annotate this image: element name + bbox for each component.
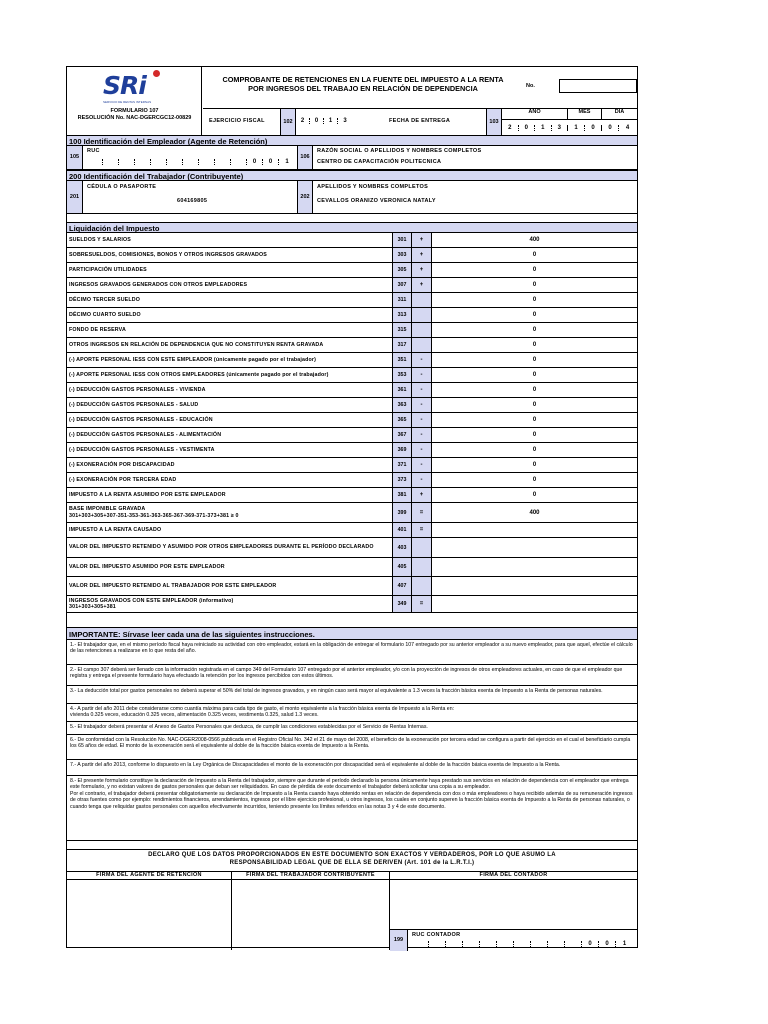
tax-row [67, 538, 637, 558]
tax-row-description: (-) EXONERACIÓN POR TERCERA EDAD [69, 476, 177, 483]
fiscal-code: 102 [280, 109, 296, 135]
form-title [203, 75, 523, 93]
tax-row-sign: + [412, 233, 432, 247]
employer-ruc-code: 105 [67, 146, 83, 169]
tax-row-code: 315 [392, 323, 412, 337]
tax-row-description: (-) DEDUCCIÓN GASTOS PERSONALES - ALIMENTACIÓN [69, 431, 222, 438]
tax-row-sign: + [412, 278, 432, 292]
sig-employer-box[interactable] [67, 872, 232, 950]
instruction-item: 8.- El presente formulario constituye la declaración de Impuesto a la Renta del trabajador, siempre que durante el período declarado la persona únicamente haya prestado sus servicios en relación de dependencia con el empleador que entrega este formulario, y no existan valores de gastos personales que deban ser reliquidados. En caso de pérdida de este documento el trabajador deberá solicitar una copia a su empleador. Por el contrario, el trabajador deberá presentar obligatoriamente su declaración de Impuesto a la Renta cuando haya obtenido rentas en relación de dependencia con dos o más empleadores o haya recibido además de su remuneración ingresos de otras fuentes como por ejemplo: rendimientos financieros, arrendamientos, ingresos por el libre ejercicio profesional, u otros ingresos, los cuales en conjunto superen la fracción básica exenta de Impuesto a la Renta de personas naturales, o cuando tenga que reliquidar gastos personales con aquellos efectivamente incurridos, teniendo presente los límites referidos en las notas 3 y 4 de este documento. [67, 776, 637, 850]
ruc-digit [183, 159, 199, 165]
instruction-item: 3.- La deducción total por gastos personales no deberá superar el 50% del total de ingresos gravados, y en ningún caso será mayor al equivalente a 1.3 veces la fracción básica exenta de Impuesto a la Renta de personas naturales. [67, 686, 637, 704]
tax-row-code: 373 [392, 473, 412, 487]
tax-row-code: 371 [392, 458, 412, 472]
ruc-digit [429, 941, 446, 947]
tax-row-sign: + [412, 488, 432, 502]
tax-row [67, 368, 637, 383]
ruc-digit: 0 [582, 941, 599, 947]
sig-employee-label: FIRMA DEL TRABAJADOR CONTRIBUYENTE [232, 872, 389, 880]
tax-row-sign: = [412, 503, 432, 522]
ruc-digit [119, 159, 135, 165]
tax-row-description: (-) APORTE PERSONAL IESS CON ESTE EMPLEADOR (únicamente pagado por el trabajador) [69, 356, 317, 363]
tax-row-sign: - [412, 383, 432, 397]
tax-row-value[interactable] [432, 577, 637, 595]
instruction-item: 1.- El trabajador que, en el mismo período fiscal haya reiniciado su actividad con otro empleador, estará en la obligación de entregar el formulario 107 entregado por su anterior empleador a su nuevo empleador, para que aquel, efectúe el cálculo de las retenciones a realizarse en lo que resta del año. [67, 640, 637, 665]
tax-row [67, 293, 637, 308]
tax-row-description: DÉCIMO CUARTO SUELDO [69, 311, 141, 318]
tax-row-code: 405 [392, 558, 412, 576]
tax-row-description: (-) APORTE PERSONAL IESS CON OTROS EMPLEADORES (únicamente pagado por el trabajador) [69, 371, 329, 378]
tax-row-code: 399 [392, 503, 412, 522]
tax-row-description: SUELDOS Y SALARIOS [69, 236, 131, 243]
tax-row-sign: + [412, 248, 432, 262]
tax-row-value[interactable]: 400 [529, 509, 540, 516]
ruc-digit: 0 [247, 159, 263, 165]
tax-row-sign: - [412, 398, 432, 412]
ruc-digit: 0 [263, 159, 279, 165]
title-line-2: POR INGRESOS DEL TRABAJO EN RELACIÓN DE DEPENDENCIA [248, 84, 478, 93]
tax-row-value[interactable]: 0 [532, 252, 537, 258]
ruc-digit [480, 941, 497, 947]
tax-row-code: 361 [392, 383, 412, 397]
tax-row-sign [412, 323, 432, 337]
accountant-ruc-row [390, 929, 637, 950]
signatures-row [67, 871, 637, 949]
tax-row-code: 311 [392, 293, 412, 307]
number-field[interactable] [559, 79, 637, 93]
ruc-digit [199, 159, 215, 165]
year-label: AÑO [502, 109, 568, 119]
liquidation-section-title: Liquidación del Impuesto [67, 222, 637, 233]
fiscal-row [203, 108, 637, 135]
fiscal-digit: 0 [310, 118, 324, 124]
tax-row-description: BASE IMPONIBLE GRAVADA 301+303+305+307-351-353-361-363-365-367-369-371-373+381 ≥ 0 [69, 506, 239, 519]
tax-row-sign: = [412, 596, 432, 612]
fiscal-label: EJERCICIO FISCAL [209, 118, 265, 124]
tax-row-code: 305 [392, 263, 412, 277]
employer-section-title: 100 Identificación del Empleador (Agente de Retención) [67, 135, 637, 146]
accountant-ruc-code: 199 [390, 930, 408, 951]
ruc-digit [151, 159, 167, 165]
tax-row-code: 301 [392, 233, 412, 247]
tax-row-sign [412, 538, 432, 557]
employee-name-label: APELLIDOS Y NOMBRES COMPLETOS [317, 184, 429, 190]
ruc-digit [103, 159, 119, 165]
tax-row-sign [412, 293, 432, 307]
form-107 [66, 66, 638, 948]
tax-row [67, 353, 637, 368]
tax-row-code: 381 [392, 488, 412, 502]
tax-row [67, 383, 637, 398]
employee-section-title: 200 Identificación del Trabajador (Contribuyente) [67, 170, 637, 181]
tax-row-value[interactable] [432, 558, 637, 576]
tax-row-value[interactable] [432, 596, 637, 612]
tax-row [67, 308, 637, 323]
date-digit: 4 [625, 124, 630, 131]
tax-row-description: (-) DEDUCCIÓN GASTOS PERSONALES - VESTIMENTA [69, 446, 215, 453]
tax-row-sign: - [412, 473, 432, 487]
employer-row [67, 146, 637, 170]
tax-row-value[interactable]: 0 [532, 267, 537, 273]
ruc-digit [215, 159, 231, 165]
tax-row-code: 351 [392, 353, 412, 367]
instruction-item: 5.- El trabajador deberá presentar el Anexo de Gastos Personales que deduzca, de cumplir las condiciones establecidas por el Servicio de Rentas Internas. [67, 722, 637, 735]
date-digit: 1 [568, 125, 585, 131]
ruc-digit [548, 941, 565, 947]
ruc-digit [167, 159, 183, 165]
tax-row [67, 523, 637, 538]
header-logo-block [67, 67, 202, 135]
fiscal-digit: 3 [343, 118, 347, 124]
tax-row-code: 349 [392, 596, 412, 612]
tax-row [67, 278, 637, 293]
ruc-digit [531, 941, 548, 947]
employer-name-value[interactable]: CENTRO DE CAPACITACIÓN POLITECNICA [317, 159, 442, 165]
sig-employee-box[interactable] [232, 872, 390, 950]
ruc-digit [463, 941, 480, 947]
tax-row-description: VALOR DEL IMPUESTO ASUMIDO POR ESTE EMPLEADOR [69, 563, 225, 570]
tax-row-value[interactable] [432, 523, 637, 537]
tax-row [67, 323, 637, 338]
employer-ruc-digits[interactable] [87, 159, 295, 165]
tax-row-value[interactable]: 0 [532, 477, 537, 483]
tax-row [67, 413, 637, 428]
instruction-item: 2.- El campo 307 deberá ser llenado con la información registrada en el campo 349 del Formulario 107 entregado por el anterior empleador, y/o con la proyección de ingresos de otros empleadores actuales, en caso de que el empleador que registra y entrega el presente formulario haya efectuado la retención por los ingresos percibidos con estos últimos. [67, 665, 637, 686]
tax-row [67, 577, 637, 596]
ruc-digit: 1 [622, 941, 627, 947]
tax-row [67, 558, 637, 577]
date-digit: 2 [502, 125, 519, 131]
tax-row-code: 307 [392, 278, 412, 292]
sri-logo [103, 71, 163, 101]
ruc-digit [135, 159, 151, 165]
employer-name-code: 106 [297, 146, 313, 169]
tax-row-value[interactable]: 0 [532, 357, 537, 363]
tax-row-code: 353 [392, 368, 412, 382]
tax-row [67, 263, 637, 278]
tax-row [67, 458, 637, 473]
tax-row-code: 407 [392, 577, 412, 595]
tax-row-code: 317 [392, 338, 412, 352]
ruc-digit [412, 941, 429, 947]
tax-row-value[interactable]: 0 [532, 447, 537, 453]
tax-row-description: OTROS INGRESOS EN RELACIÓN DE DEPENDENCIA QUE NO CONSTITUYEN RENTA GRAVADA [69, 341, 324, 348]
tax-row-sign: - [412, 428, 432, 442]
tax-row-description: INGRESOS GRAVADOS CON ESTE EMPLEADOR (informativo) 301+303+305+381 [69, 597, 234, 610]
title-line-1: COMPROBANTE DE RETENCIONES EN LA FUENTE DEL IMPUESTO A LA RENTA [222, 75, 504, 84]
tax-row-description: FONDO DE RESERVA [69, 326, 126, 333]
tax-row-value[interactable]: 0 [532, 312, 537, 318]
tax-row-description: IMPUESTO A LA RENTA CAUSADO [69, 526, 162, 533]
declaration-block [67, 840, 637, 948]
ruc-digit [446, 941, 463, 947]
tax-row-sign: - [412, 443, 432, 457]
date-digit: 0 [519, 125, 536, 131]
tax-row-description: VALOR DEL IMPUESTO RETENIDO AL TRABAJADOR POR ESTE EMPLEADOR [69, 582, 277, 589]
tax-row [67, 398, 637, 413]
ruc-digit [87, 159, 103, 165]
tax-row-sign: - [412, 458, 432, 472]
tax-row-value[interactable]: 0 [532, 417, 537, 423]
tax-row-description: DÉCIMO TERCER SUELDO [69, 296, 140, 303]
fiscal-year-digits[interactable] [296, 118, 366, 124]
delivery-date-digits[interactable] [502, 119, 637, 135]
employer-name-label: RAZÓN SOCIAL O APELLIDOS Y NOMBRES COMPLETOS [317, 148, 482, 154]
tax-row-code: 403 [392, 538, 412, 557]
employee-name-value[interactable]: CEVALLOS ORANIZO VERONICA NATALY [317, 198, 436, 204]
tax-row-description: (-) EXONERACIÓN POR DISCAPACIDAD [69, 461, 175, 468]
tax-row-description: PARTICIPACIÓN UTILIDADES [69, 266, 147, 273]
tax-row [67, 473, 637, 488]
tax-row-code: 303 [392, 248, 412, 262]
tax-row-sign: - [412, 368, 432, 382]
tax-row-value[interactable]: 0 [532, 432, 537, 438]
tax-row [67, 428, 637, 443]
ruc-digit [565, 941, 582, 947]
sig-accountant-box[interactable] [390, 872, 637, 950]
tax-row-value[interactable]: 0 [532, 462, 537, 468]
tax-row-value[interactable]: 0 [532, 492, 537, 498]
tax-row-value[interactable]: 0 [532, 387, 537, 393]
employee-name-code: 202 [297, 181, 313, 213]
tax-row-sign: - [412, 353, 432, 367]
instruction-item: 7.- A partir del año 2013, conforme lo dispuesto en la Ley Orgánica de Discapacidades el monto de la exoneración por discapacidad será el equivalente al doble de la fracción básica exenta de Impuesto a la Renta. [67, 760, 637, 776]
tax-row [67, 233, 637, 248]
tax-row [67, 443, 637, 458]
instruction-item: 6.- De conformidad con la Resolución No. NAC-DGER2008-0566 publicada en el Registro Oficial No. 342 el 21 de mayo del 2008, el beneficio de la exoneración por tercera edad se configura a partir del ejercicio en el cual el beneficiario cumpla los 65 años de edad. El monto de la exoneración será el equivalente al doble de la fracción básica exenta de Impuesto a la Renta. [67, 735, 637, 760]
tax-row-value[interactable]: 0 [532, 402, 537, 408]
tax-row [67, 248, 637, 263]
sri-logo-text: SRi [103, 71, 146, 100]
date-digit: 0 [585, 125, 602, 131]
ruc-digit: 0 [599, 941, 616, 947]
tax-row-sign [412, 558, 432, 576]
tax-row-code: 369 [392, 443, 412, 457]
day-label: DÍA [614, 109, 625, 115]
sri-logo-dot [153, 70, 160, 77]
date-digit: 3 [552, 125, 569, 131]
tax-row [67, 503, 637, 523]
tax-row-value[interactable]: 0 [532, 342, 537, 348]
delivery-code: 103 [486, 109, 502, 135]
tax-row-sign [412, 338, 432, 352]
tax-row-code: 367 [392, 428, 412, 442]
tax-row-value[interactable]: 0 [532, 282, 537, 288]
tax-row-sign: + [412, 263, 432, 277]
date-digit: 1 [535, 125, 552, 131]
tax-row-code: 365 [392, 413, 412, 427]
accountant-ruc-digits[interactable] [412, 941, 634, 947]
resolution: RESOLUCIÓN No. NAC-DGERCGC12-00829 [77, 115, 192, 121]
tax-row-value[interactable]: 0 [532, 327, 537, 333]
tax-row [67, 338, 637, 353]
instruction-item: 4.- A partir del año 2011 debe considerarse como cuantía máxima para cada tipo de gasto, el monto equivalente a la fracción básica exenta de Impuesto a la Renta en: vivienda 0.325 veces, educación 0.325 veces, alimentación 0.325 veces, vestimenta 0.325, salud 1.3 veces. [67, 704, 637, 722]
tax-row [67, 596, 637, 613]
tax-row-code: 401 [392, 523, 412, 537]
employee-row [67, 181, 637, 214]
tax-row [67, 488, 637, 503]
tax-row-description: INGRESOS GRAVADOS GENERADOS CON OTROS EMPLEADORES [69, 281, 248, 288]
month-label: MES [568, 109, 602, 119]
delivery-label: FECHA DE ENTREGA [389, 118, 451, 124]
tax-row-code: 313 [392, 308, 412, 322]
employer-ruc-label: RUC [87, 148, 100, 154]
sig-accountant-label: FIRMA DEL CONTADOR [390, 872, 637, 880]
declaration-text: DECLARO QUE LOS DATOS PROPORCIONADOS EN ESTE DOCUMENTO SON EXACTOS Y VERDADEROS, POR LO QUE ASUMO LA RESPONSABILIDAD LEGAL QUE DE ELLA SE DERIVEN (Art. 101 de la L.R.T.I.) [148, 852, 556, 866]
tax-row-sign: = [412, 523, 432, 537]
tax-row-value[interactable] [432, 538, 637, 557]
tax-row-description: (-) DEDUCCIÓN GASTOS PERSONALES - SALUD [69, 401, 199, 408]
ruc-digit [231, 159, 247, 165]
form-name: FORMULARIO 107 [110, 108, 159, 114]
accountant-ruc-label: RUC CONTADOR [412, 932, 461, 938]
tax-row-description: VALOR DEL IMPUESTO RETENIDO Y ASUMIDO POR OTROS EMPLEADORES DURANTE EL PERÍODO DECLARADO [69, 544, 374, 551]
tax-row-description: (-) DEDUCCIÓN GASTOS PERSONALES - EDUCACIÓN [69, 416, 213, 423]
tax-row-value[interactable]: 400 [529, 237, 540, 243]
tax-row-value[interactable]: 0 [532, 297, 537, 303]
tax-row-description: (-) DEDUCCIÓN GASTOS PERSONALES - VIVIENDA [69, 386, 206, 393]
tax-row-description: IMPUESTO A LA RENTA ASUMIDO POR ESTE EMPLEADOR [69, 491, 226, 498]
date-digit: 0 [602, 125, 619, 131]
tax-row-sign: - [412, 413, 432, 427]
employee-id-label: CÉDULA O PASAPORTE [87, 184, 157, 190]
ruc-digit [514, 941, 531, 947]
sri-logo-subtitle: SERVICIO DE RENTAS INTERNAS [103, 100, 152, 104]
fiscal-digit: 2 [296, 118, 310, 124]
fiscal-digit: 1 [324, 118, 338, 124]
ruc-digit [497, 941, 514, 947]
tax-row-sign [412, 577, 432, 595]
instructions-title: IMPORTANTE: Sírvase leer cada una de las siguientes instrucciones. [67, 627, 637, 640]
ruc-digit: 1 [285, 159, 289, 165]
employee-id-code: 201 [67, 181, 83, 213]
tax-row-code: 363 [392, 398, 412, 412]
sig-employer-label: FIRMA DEL AGENTE DE RETENCIÓN [67, 872, 231, 880]
number-label: No. [526, 83, 535, 89]
tax-row-value[interactable]: 0 [532, 372, 537, 378]
employee-id-value[interactable]: 604169805 [177, 198, 208, 204]
tax-row-sign [412, 308, 432, 322]
tax-row-description: SOBRESUELDOS, COMISIONES, BONOS Y OTROS INGRESOS GRAVADOS [69, 251, 267, 258]
